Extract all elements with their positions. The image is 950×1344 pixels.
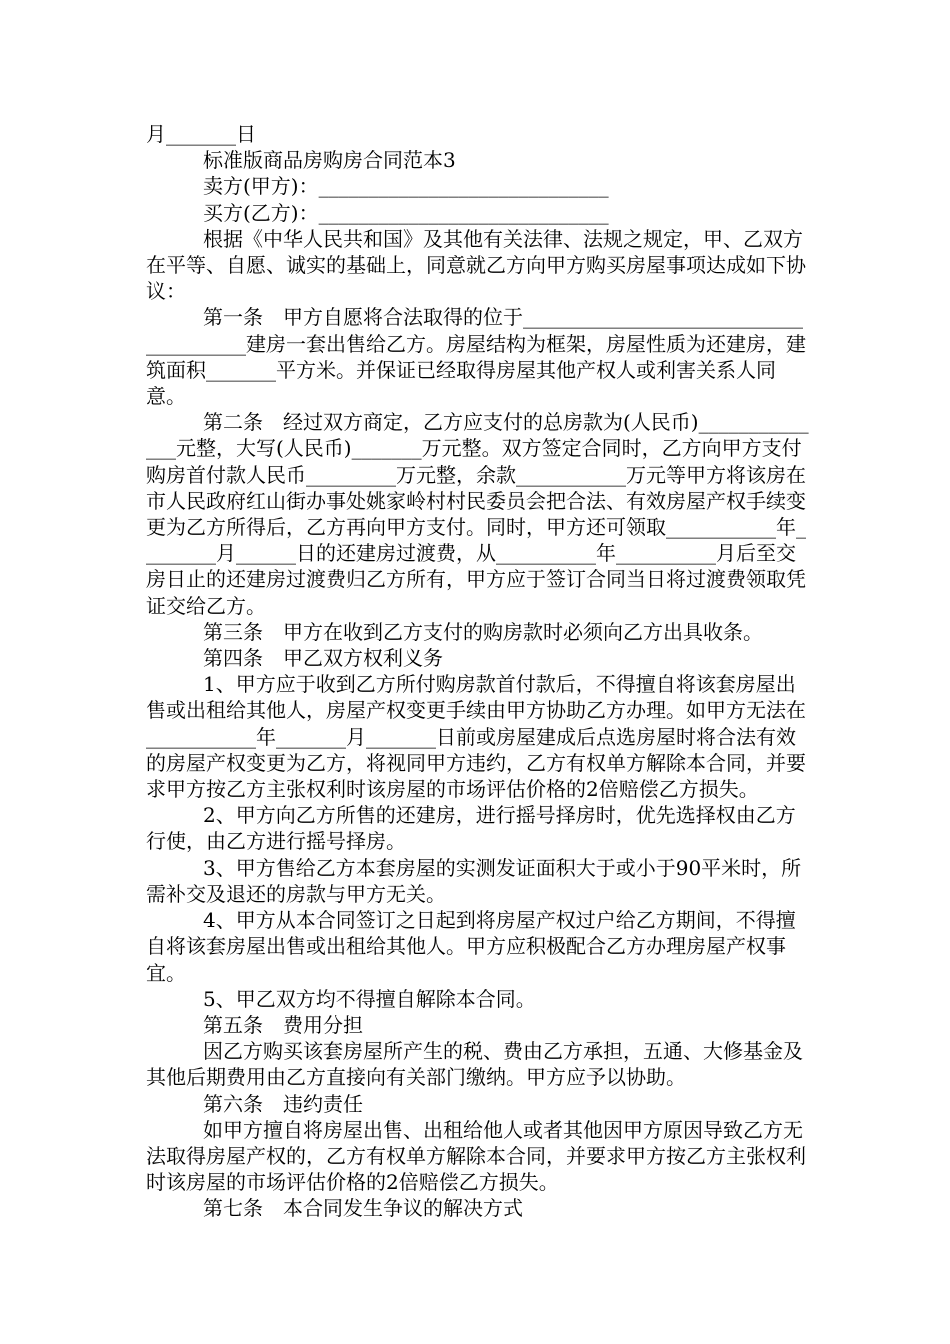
- article-3: 第三条 甲方在收到乙方支付的购房款时必须向乙方出具收条。: [203, 619, 763, 644]
- article-1: 第一条 甲方自愿将合法取得的位于______________________________________建房一套出售给乙方。房屋结构为框架，房屋性质为还建房，建筑面积_______平方米。并保证已经取得房屋其他产权人或利害关系人同意。: [146, 305, 806, 409]
- article-4-clause-1: 1、甲方应于收到乙方所付购房款首付款后，不得擅自将该套房屋出售或出租给其他人，房屋产权变更手续由甲方协助乙方办理。如甲方无法在___________年_______月_______日前或房屋建成后点选房屋时将合法有效的房屋产权变更为乙方，将视同甲方违约，乙方有权单方解除本合同，并要求甲方按乙方主张权利时该房屋的市场评估价格的2倍赔偿乙方损失。: [146, 672, 806, 802]
- preamble-paragraph: 根据《中华人民共和国》及其他有关法律、法规之规定，甲、乙双方在平等、自愿、诚实的基础上，同意就乙方向甲方购买房屋事项达成如下协议：: [146, 226, 806, 304]
- article-5-heading: 第五条 费用分担: [203, 1012, 363, 1037]
- contract-title: 标准版商品房购房合同范本3: [203, 148, 456, 173]
- document-body: [146, 121, 810, 1222]
- article-4-heading: 第四条 甲乙双方权利义务: [203, 646, 443, 671]
- article-4-clause-5: 5、甲乙双方均不得擅自解除本合同。: [203, 986, 536, 1011]
- article-2: 第二条 经过双方商定，乙方应支付的总房款为(人民币)______________元整，大写(人民币)_______万元整。双方签定合同时，乙方向甲方支付购房首付款人民币_________万元整，余款___________万元等甲方将该房在市人民政府红山街办事处姚家岭村村民委员会把合法、有效房屋产权手续变更为乙方所得后，乙方再向甲方支付。同时，甲方还可领取___________年________月______日的还建房过渡费，从__________年__________月后至交房日止的还建房过渡费归乙方所有，甲方应于签订合同当日将过渡费领取凭证交给乙方。: [146, 410, 809, 618]
- article-4-clause-2: 2、甲方向乙方所售的还建房，进行摇号择房时，优先选择权由乙方行使，由乙方进行摇号择房。: [146, 803, 796, 854]
- article-6-body: 如甲方擅自将房屋出售、出租给他人或者其他因甲方原因导致乙方无法取得房屋产权的，乙方有权单方解除本合同，并要求甲方按乙方主张权利时该房屋的市场评估价格的2倍赔偿乙方损失。: [146, 1117, 806, 1195]
- date-line: 月_______日: [146, 122, 256, 146]
- article-6-heading: 第六条 违约责任: [203, 1091, 363, 1116]
- article-7-heading: 第七条 本合同发生争议的解决方式: [203, 1196, 523, 1221]
- article-5-body: 因乙方购买该套房屋所产生的税、费由乙方承担，五通、大修基金及其他后期费用由乙方直接向有关部门缴纳。甲方应予以协助。: [146, 1039, 803, 1090]
- article-4-clause-4: 4、甲方从本合同签订之日起到将房屋产权过户给乙方期间，不得擅自将该套房屋出售或出租给其他人。甲方应积极配合乙方办理房屋产权事宜。: [146, 908, 796, 985]
- seller-line: 卖方(甲方)：_____________________________: [203, 174, 609, 199]
- article-4-clause-3: 3、甲方售给乙方本套房屋的实测发证面积大于或小于90平米时，所需补交及退还的房款与甲方无关。: [146, 855, 802, 906]
- buyer-line: 买方(乙方)：_____________________________: [203, 200, 609, 225]
